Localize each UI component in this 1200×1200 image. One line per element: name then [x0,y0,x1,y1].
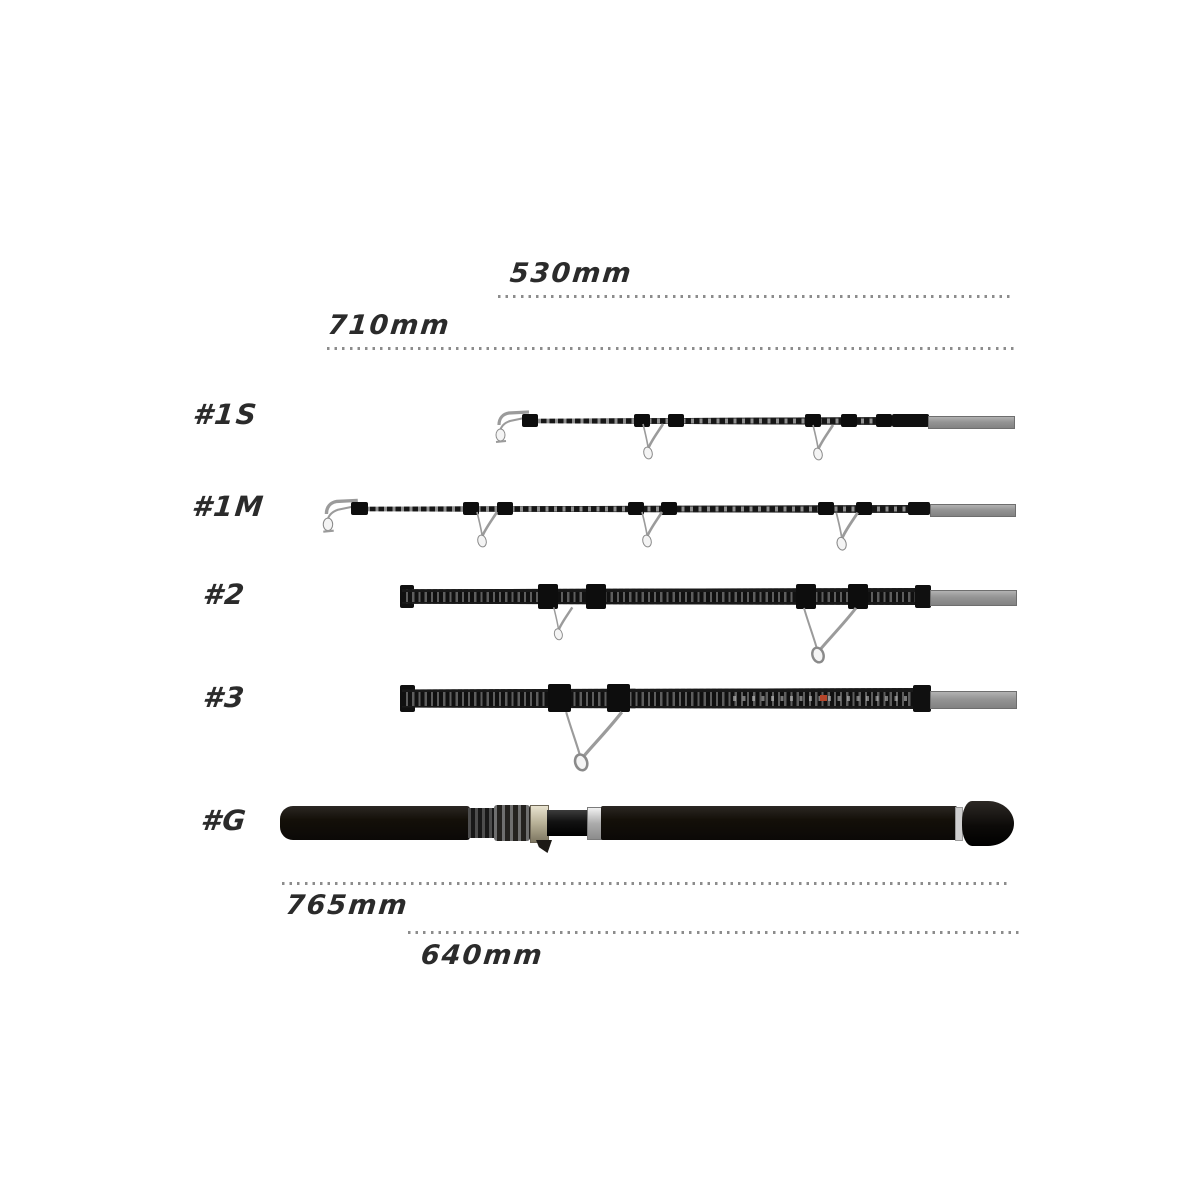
measurement-label-710mm: 710mm [326,310,453,341]
section-label-3: #3 [201,681,248,714]
section-label-1s: #1S [191,398,260,431]
spigot-butt-1s [928,416,1015,429]
line-guide-icon [473,511,501,551]
measurement-line-765mm [282,882,1010,885]
line-guide-icon [639,423,667,463]
spigot-butt-3 [930,691,1017,709]
line-guide-icon [638,511,666,551]
spigot-butt-2 [930,590,1017,606]
measurement-line-530mm [498,295,1012,298]
rod-blank-2 [402,588,925,605]
reel-seat-hood [536,840,552,853]
thread-wrap [841,414,857,427]
section-label-1m: #1M [190,490,267,523]
thread-wrap [876,414,892,427]
line-guide-icon [556,710,632,772]
fore-grip [280,806,470,840]
joint-cap [892,414,929,427]
thread-wrap [668,414,684,427]
reel-seat-collar [468,808,494,838]
thread-wrap [548,684,571,712]
thread-wrap [351,502,368,515]
thread-wrap [522,414,538,427]
section-label-g: #G [199,804,250,837]
joint-cap [913,685,931,712]
butt-cap [962,801,1014,846]
line-guide-icon [798,606,862,664]
measurement-label-530mm: 530mm [508,258,635,289]
measurement-label-765mm: 765mm [284,890,411,921]
line-guide-icon [550,606,576,644]
section-label-2: #2 [201,578,248,611]
thread-wrap [586,584,606,609]
measurement-line-710mm [327,347,1015,350]
measurement-line-640mm [408,931,1020,934]
joint-cap [908,502,930,515]
line-guide-icon [832,511,862,555]
rear-grip [601,806,957,840]
thread-wrap [607,684,630,712]
joint-cap [915,585,931,608]
spigot-butt-1m [930,504,1016,517]
measurement-label-640mm: 640mm [419,940,546,971]
line-guide-icon [809,423,837,465]
tip-guide-icon [321,492,359,538]
reel-seat-body [547,810,589,836]
reel-seat-nut [494,805,530,841]
brand-accent-mark [820,695,827,701]
